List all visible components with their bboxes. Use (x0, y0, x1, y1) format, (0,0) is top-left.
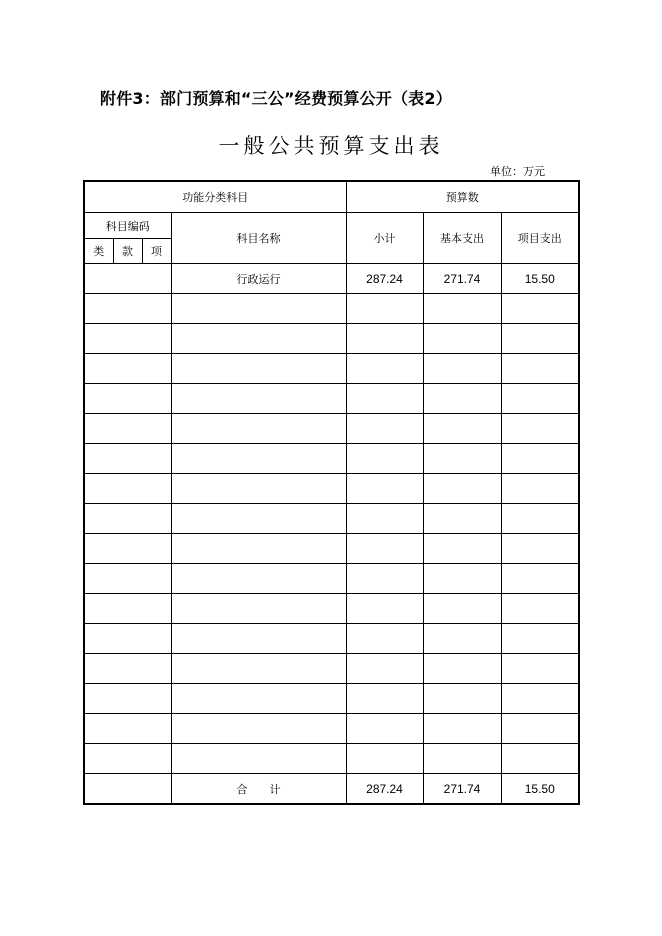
project-expense-cell (501, 414, 579, 444)
total-basic-expense: 271.74 (423, 774, 501, 805)
header-code: 科目编码 (84, 213, 171, 239)
total-subtotal: 287.24 (346, 774, 423, 805)
subtotal-cell (346, 324, 423, 354)
header-func-category: 功能分类科目 (84, 181, 346, 213)
basic-expense-cell (423, 654, 501, 684)
project-expense-cell (501, 744, 579, 774)
table-row (84, 534, 579, 564)
subtotal-cell (346, 684, 423, 714)
project-expense-cell: 15.50 (501, 264, 579, 294)
code-cell (84, 414, 171, 444)
project-expense-cell (501, 504, 579, 534)
project-expense-cell (501, 354, 579, 384)
table-row (84, 594, 579, 624)
subject-name-cell (171, 294, 346, 324)
header-lei: 类 (84, 239, 113, 264)
basic-expense-cell (423, 594, 501, 624)
basic-expense-cell (423, 354, 501, 384)
code-cell (84, 444, 171, 474)
table-row (84, 684, 579, 714)
project-expense-cell (501, 294, 579, 324)
basic-expense-cell (423, 474, 501, 504)
subject-name-cell: 行政运行 (171, 264, 346, 294)
project-expense-cell (501, 384, 579, 414)
page-title: 一般公共预算支出表 (218, 134, 444, 158)
table-row (84, 564, 579, 594)
code-cell (84, 564, 171, 594)
subtotal-cell (346, 534, 423, 564)
total-code-cell (84, 774, 171, 805)
table-row (84, 624, 579, 654)
code-cell (84, 654, 171, 684)
subject-name-cell (171, 714, 346, 744)
subject-name-cell (171, 594, 346, 624)
header-budget-amount: 预算数 (346, 181, 579, 213)
subject-name-cell (171, 474, 346, 504)
subtotal-cell (346, 474, 423, 504)
basic-expense-cell (423, 384, 501, 414)
subject-name-cell (171, 324, 346, 354)
total-row (84, 774, 579, 805)
subject-name-cell (171, 504, 346, 534)
subtotal-cell (346, 444, 423, 474)
subject-name-cell (171, 414, 346, 444)
project-expense-cell (501, 324, 579, 354)
basic-expense-cell: 271.74 (423, 264, 501, 294)
header-kuan: 款 (113, 239, 142, 264)
header-row-2 (84, 213, 579, 239)
table-row (84, 474, 579, 504)
basic-expense-cell (423, 714, 501, 744)
basic-expense-cell (423, 684, 501, 714)
header-basic-expense: 基本支出 (423, 213, 501, 264)
project-expense-cell (501, 594, 579, 624)
unit-label: 单位：万元 (490, 165, 545, 178)
subtotal-cell (346, 564, 423, 594)
project-expense-cell (501, 444, 579, 474)
subject-name-cell (171, 654, 346, 684)
project-expense-cell (501, 684, 579, 714)
table-row (84, 324, 579, 354)
code-cell (84, 624, 171, 654)
table-row (84, 714, 579, 744)
project-expense-cell (501, 534, 579, 564)
code-cell (84, 534, 171, 564)
subtotal-cell (346, 354, 423, 384)
project-expense-cell (501, 714, 579, 744)
table-row (84, 264, 579, 294)
table-row (84, 504, 579, 534)
basic-expense-cell (423, 624, 501, 654)
budget-table (83, 180, 580, 805)
table-row (84, 294, 579, 324)
table-row (84, 444, 579, 474)
subject-name-cell (171, 444, 346, 474)
code-cell (84, 474, 171, 504)
subject-name-cell (171, 744, 346, 774)
subject-name-cell (171, 534, 346, 564)
subtotal-cell (346, 504, 423, 534)
code-cell (84, 744, 171, 774)
code-cell (84, 324, 171, 354)
header-project-expense: 项目支出 (501, 213, 579, 264)
basic-expense-cell (423, 444, 501, 474)
basic-expense-cell (423, 324, 501, 354)
project-expense-cell (501, 474, 579, 504)
attachment-title: 附件3：部门预算和“三公”经费预算公开（表2） (100, 89, 452, 108)
subtotal-cell (346, 414, 423, 444)
code-cell (84, 714, 171, 744)
table-row (84, 654, 579, 684)
table-row (84, 744, 579, 774)
subtotal-cell: 287.24 (346, 264, 423, 294)
code-cell (84, 294, 171, 324)
subject-name-cell (171, 384, 346, 414)
project-expense-cell (501, 564, 579, 594)
header-row-1 (84, 181, 579, 213)
subject-name-cell (171, 354, 346, 384)
table-row (84, 384, 579, 414)
code-cell (84, 384, 171, 414)
header-subtotal: 小计 (346, 213, 423, 264)
subtotal-cell (346, 714, 423, 744)
project-expense-cell (501, 654, 579, 684)
basic-expense-cell (423, 414, 501, 444)
table-row (84, 354, 579, 384)
table-row (84, 414, 579, 444)
subtotal-cell (346, 594, 423, 624)
subject-name-cell (171, 624, 346, 654)
project-expense-cell (501, 624, 579, 654)
code-cell (84, 264, 171, 294)
subtotal-cell (346, 384, 423, 414)
header-subject-name: 科目名称 (171, 213, 346, 264)
header-xiang: 项 (142, 239, 171, 264)
total-project-expense: 15.50 (501, 774, 579, 805)
subtotal-cell (346, 654, 423, 684)
basic-expense-cell (423, 534, 501, 564)
subtotal-cell (346, 294, 423, 324)
basic-expense-cell (423, 504, 501, 534)
code-cell (84, 504, 171, 534)
code-cell (84, 354, 171, 384)
subtotal-cell (346, 744, 423, 774)
basic-expense-cell (423, 744, 501, 774)
basic-expense-cell (423, 564, 501, 594)
total-label: 合 计 (171, 774, 346, 805)
subject-name-cell (171, 684, 346, 714)
subject-name-cell (171, 564, 346, 594)
subtotal-cell (346, 624, 423, 654)
code-cell (84, 594, 171, 624)
basic-expense-cell (423, 294, 501, 324)
code-cell (84, 684, 171, 714)
